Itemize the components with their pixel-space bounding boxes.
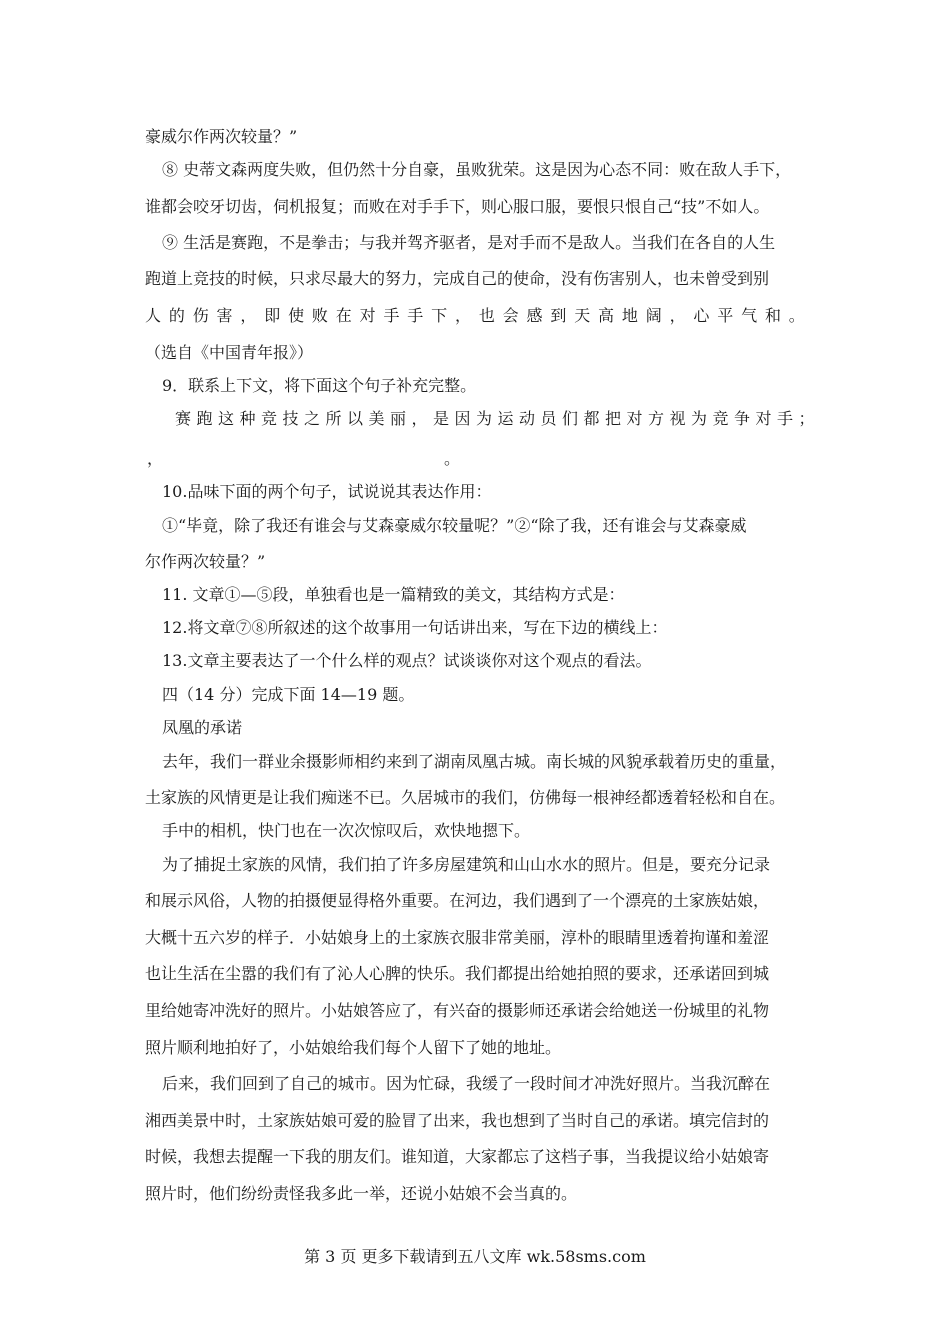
question-10: 10.品味下面的两个句子，试说说其表达作用： (162, 482, 492, 501)
char: 高 (598, 306, 615, 325)
char: 阔 (645, 306, 662, 325)
char: 手 (407, 306, 424, 325)
question-10-sentences-cont: 尔作两次较量？” (145, 552, 266, 571)
question-12: 12.将文章⑦⑧所叙述的这个故事用一句话讲出来，写在下边的横线上： (162, 618, 668, 637)
char: 心 (693, 306, 710, 325)
question-10-sentences: ①“毕竟，除了我还有谁会与艾森豪威尔较量呢？”②“除了我，还有谁会与艾森豪威 (162, 516, 747, 535)
question-13: 13.文章主要表达了一个什么样的观点？试谈谈你对这个观点的看法。 (162, 651, 652, 670)
article-paragraph-line: 照片时，他们纷纷责怪我多此一举，还说小姑娘不会当真的。 (145, 1184, 578, 1203)
char: 伤 (192, 306, 209, 325)
blank-period: 。 (444, 449, 461, 468)
article-paragraph-line: 为了捕捉土家族的风情，我们拍了许多房屋建筑和山山水水的照片。但是，要充分记录 (162, 855, 771, 874)
char: 到 (550, 306, 567, 325)
char: 平 (717, 306, 734, 325)
article-paragraph-line: 土家族的风情更是让我们痴迷不已。久居城市的我们，仿佛每一根神经都透着轻松和自在。 (145, 788, 786, 807)
source-citation: （选自《中国青年报》） (145, 343, 314, 362)
page-footer: 第 3 页 更多下载请到五八文库 wk.58sms.com (304, 1247, 646, 1266)
article-paragraph-line: 去年，我们一群业余摄影师相约来到了湖南凤凰古城。南长城的风貌承载着历史的重量， (162, 752, 787, 771)
article-paragraph-line: 照片顺利地拍好了，小姑娘给我们每个人留下了她的地址。 (145, 1038, 562, 1057)
char: 气 (741, 306, 758, 325)
question-11: 11. 文章①—⑤段，单独看也是一篇精致的美文，其结构方式是： (162, 585, 625, 604)
article-paragraph-line: 也让生活在尘嚣的我们有了沁人心脾的快乐。我们都提出给她拍照的要求，还承诺回到城 (145, 964, 770, 983)
paragraph-9-line: ⑨ 生活是赛跑，不是拳击；与我并驾齐驱者，是对手而不是敌人。当我们在各自的人生 (162, 233, 776, 252)
question-9: 9．联系上下文，将下面这个句子补充完整。 (162, 376, 477, 395)
char: 使 (288, 306, 305, 325)
char: ， (454, 306, 471, 325)
paragraph-8-line: 谁都会咬牙切齿，伺机报复；而败在对手手下，则心服口服，要恨只恨自己“技”不如人。 (145, 197, 770, 216)
article-paragraph-line: 和展示风俗，人物的拍摄便显得格外重要。在河边，我们遇到了一个漂亮的土家族姑娘， (145, 891, 770, 910)
char: 也 (478, 306, 495, 325)
char: 即 (264, 306, 281, 325)
char: 对 (359, 306, 376, 325)
article-paragraph-line: 湘西美景中时，土家族姑娘可爱的脸冒了出来，我也想到了当时自己的承诺。填完信封的 (145, 1111, 770, 1130)
char: 手 (383, 306, 400, 325)
char: 败 (311, 306, 328, 325)
char: 害 (216, 306, 233, 325)
paragraph-9-line: 跑道上竞技的时候，只求尽最大的努力，完成自己的使命，没有伤害别人，也未曾受到别 (145, 269, 770, 288)
paragraph-9-line-justified (145, 306, 805, 326)
article-paragraph-line: 时候，我想去提醒一下我的朋友们。谁知道，大家都忘了这档子事，当我提议给小姑娘寄 (145, 1147, 770, 1166)
paragraph-line: 豪威尔作两次较量？” (145, 127, 298, 146)
char: 天 (574, 306, 591, 325)
article-paragraph-line: 里给她寄冲洗好的照片。小姑娘答应了，有兴奋的摄影师还承诺会给她送一份城里的礼物 (145, 1001, 770, 1020)
article-paragraph-line: 手中的相机，快门也在一次次惊叹后，欢快地摁下。 (162, 821, 531, 840)
char: 在 (335, 306, 352, 325)
question-9-sentence: 赛跑这种竞技之所以美丽，是因为运动员们都把对方视为竞争对手； (175, 409, 821, 428)
article-paragraph-line: 大概十五六岁的样子．小姑娘身上的土家族衣服非常美丽，淳朴的眼睛里透着拘谨和羞涩 (145, 928, 770, 947)
paragraph-8-line: ⑧ 史蒂文森两度失败，但仍然十分自豪，虽败犹荣。这是因为心态不同：败在敌人手下， (162, 160, 792, 179)
char: 会 (502, 306, 519, 325)
section-four-heading: 四（14 分）完成下面 14—19 题。 (162, 685, 415, 704)
blank-comma: ， (147, 449, 164, 468)
char: 和 (764, 306, 781, 325)
article-paragraph-line: 后来，我们回到了自己的城市。因为忙碌，我缓了一段时间才冲洗好照片。当我沉醉在 (162, 1074, 771, 1093)
char: 下 (431, 306, 448, 325)
char: ， (240, 306, 257, 325)
char: 。 (788, 306, 805, 325)
char: ， (669, 306, 686, 325)
char: 人 (145, 306, 162, 325)
char: 的 (168, 306, 185, 325)
char: 感 (526, 306, 543, 325)
article-title: 凤凰的承诺 (162, 718, 243, 737)
char: 地 (621, 306, 638, 325)
